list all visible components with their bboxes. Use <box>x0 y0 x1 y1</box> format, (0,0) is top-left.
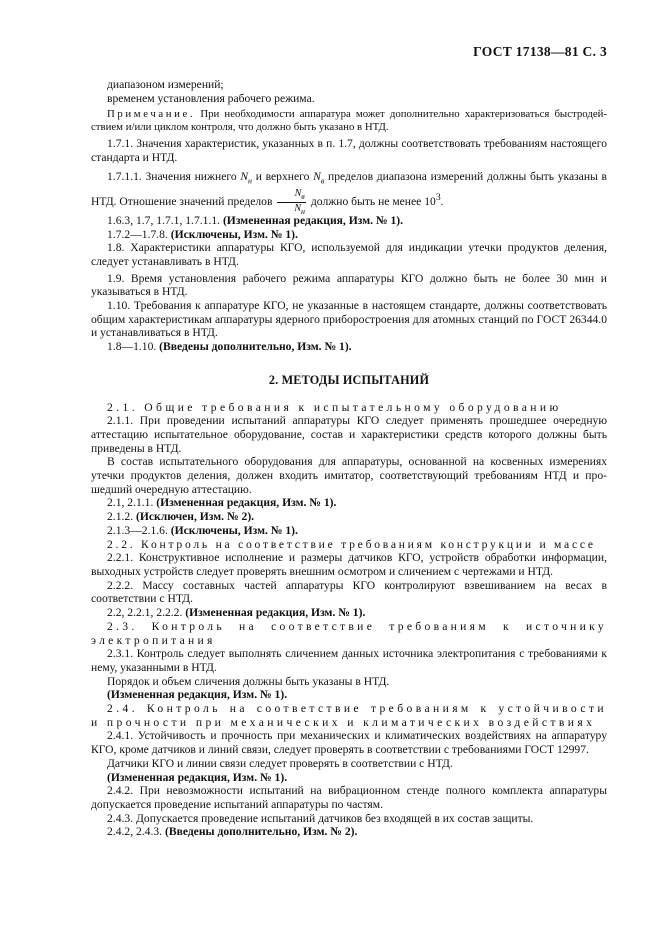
paragraph-2-2-2: 2.2.2. Массу составных частей аппаратуры КГО контролируют взвешиванием на весах в соответствии с НТД. <box>91 578 607 606</box>
revision-note: 1.7.2—1.7.8. (Исключены, Изм. № 1). <box>107 227 298 241</box>
subsection-heading: 2.2. Контроль на соответствие требованиям конструкции и массе <box>107 537 596 551</box>
paragraph-1-7-1: 1.7.1. Значения характеристик, указанных в п. 1.7, должны соответствовать требованиям настоящего стандарта и НТД. <box>91 137 607 165</box>
paragraph-2-4-2: 2.4.2. При невозможности испытаний на вибрационном стенде полного комплекта аппаратуры допускается проведение испытаний аппаратуры по частям. <box>91 784 607 811</box>
section-title: 2. МЕТОДЫ ИСПЫТАНИЙ <box>268 372 430 387</box>
paragraph-1-9: 1.9. Время установления рабочего режима аппаратуры КГО должно быть не более 30 мин и указываться в НТД. <box>91 271 607 299</box>
subsection-heading: 2.4. Контроль на соответствие требованиям к устойчивости и прочности при механических и климатических воздействиях <box>91 702 607 729</box>
subsection-heading: 2.3. Контроль на соответствие требованиям к источнику электропитания <box>91 619 607 647</box>
revision-note: 2.1.2. (Исключен, Изм. № 2). <box>107 510 255 524</box>
page-header: ГОСТ 17138—81 С. 3 <box>473 44 607 59</box>
revision-note: (Измененная редакция, Изм. № 1). <box>107 770 288 784</box>
revision-note: 2.2, 2.2.1, 2.2.2. (Измененная редакция, Изм. № 1). <box>107 606 366 620</box>
paragraph-2-4-1-b: Датчики КГО и линии связи следует проверять в соответствии с НТД. <box>107 756 453 770</box>
paragraph-2-3-1: 2.3.1. Контроль следует выполнять сличением данных источника электропитания с требованиями к нему, указанными в НТД. <box>91 647 607 674</box>
revision-note: 2.1, 2.1.1. (Измененная редакция, Изм. № 1). <box>107 496 337 510</box>
paragraph-1-8: 1.8. Характеристики аппаратуры КГО, используемой для индикации утечки продуктов деления, следует устанавливать в НТД. <box>91 241 607 268</box>
paragraph-2-1-1: 2.1.1. При проведении испытаний аппаратуры КГО следует применять прошедшее очередную аттестацию испытательное оборудование, состав и характеристики средств которого должны быть приведены в НТД. <box>91 414 607 455</box>
note-label: Примечание. <box>107 108 196 121</box>
revision-note: (Измененная редакция, Изм. № 1). <box>107 688 288 702</box>
revision-note: 1.8—1.10. (Введены дополнительно, Изм. № 1). <box>107 340 352 354</box>
paragraph-1-10: 1.10. Требования к аппаратуре КГО, не указанные в настоящем стандарте, должны соответствовать общим характеристикам аппаратуры ядерного приборостроения для атомных станций по ГОСТ 26344.0 и устанавливаться в НТД. <box>91 299 607 340</box>
paragraph-1-7-1-1: 1.7.1.1. Значения нижнего $N_н$ и верхнего $N_в$ пределов диапазона измерений должны быть указаны в НТД. Отношение значений пределов $\frac{N_в}{N_н}$ должно быть не менее $10^3$. <box>91 169 607 216</box>
revision-note: 2.4.2, 2.4.3. (Введены дополнительно, Изм. № 2). <box>107 825 358 839</box>
note-paragraph <box>91 108 607 134</box>
revision-note: 1.6.3, 1.7, 1.7.1, 1.7.1.1. (Измененная редакция, Изм. № 1). <box>107 213 404 227</box>
symbol-n-upper: $N_в$ <box>313 169 325 186</box>
document-body <box>91 78 607 839</box>
note-text: При необходимости аппаратура может дополнительно характеризоваться быстродействием и/или циклом контроля, что должно быть указано в НТД. <box>91 108 607 134</box>
paragraph-2-4-1: 2.4.1. Устойчивость и прочность при механических и климатических воздействиях на аппаратуру КГО, кроме датчиков и линий связи, следует проверять в соответствии с требованиями ГОСТ 12997. <box>91 729 607 757</box>
exponent: 3 <box>435 192 441 204</box>
symbol-n-lower: $N_н$ <box>240 169 253 186</box>
text-line: временем установления рабочего режима. <box>107 91 315 105</box>
paragraph-2-1-1-b: В состав испытательного оборудования для аппаратуры, основанной на косвенных измерениях утечки продуктов деления, должен входить имитатор, соответствующий требованиям НТД и прошедший очередную аттестацию. <box>91 455 607 496</box>
paragraph-2-3-1-b: Порядок и объем сличения должны быть указаны в НТД. <box>107 674 390 688</box>
subsection-heading: 2.1. Общие требования к испытательному оборудованию <box>107 400 562 414</box>
paragraph-2-2-1: 2.2.1. Конструктивное исполнение и размеры датчиков КГО, устройств обработки информации, выходных устройств следует проверять внешним осмотром и сличением с чертежами и НТД. <box>91 551 607 578</box>
paragraph-2-4-3: 2.4.3. Допускается проведение испытаний датчиков без входящей в их состав защиты. <box>107 811 534 825</box>
revision-note: 2.1.3—2.1.6. (Исключены, Изм. № 1). <box>107 523 298 537</box>
limits-ratio-fraction: $\frac{N_в}{N_н}$ <box>277 188 306 217</box>
text-line: диапазоном измерений; <box>107 78 224 91</box>
